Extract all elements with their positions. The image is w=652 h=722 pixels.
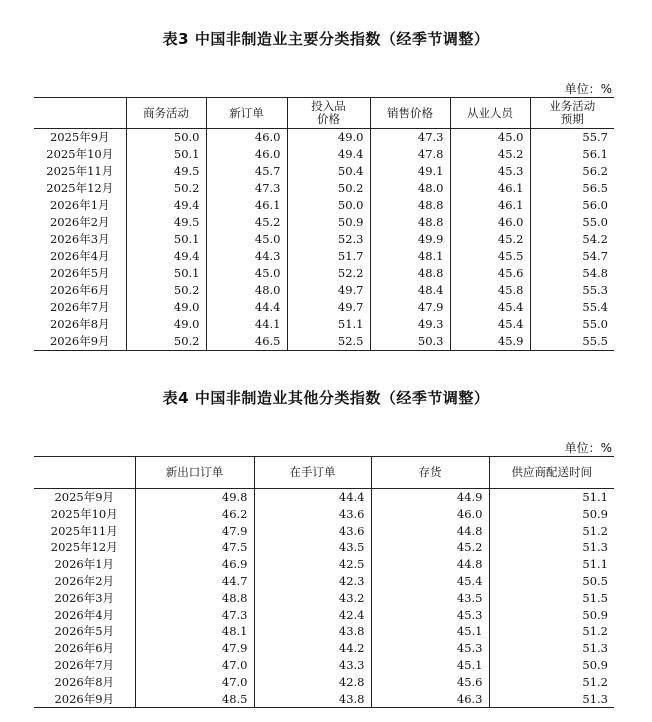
table4-row — [34, 657, 614, 674]
table4-row-label: 2025年11月 — [50, 523, 118, 538]
table3-cell: 50.0 — [287, 197, 370, 214]
table3-cell: 50.3 — [370, 333, 450, 351]
table3-row — [34, 316, 614, 333]
table3-cell: 45.2 — [450, 231, 530, 248]
table3-cell: 54.8 — [530, 265, 614, 282]
table3-row-label: 2025年11月 — [46, 164, 114, 178]
table3-cell: 45.8 — [450, 282, 530, 299]
table3-cell: 51.7 — [287, 248, 370, 265]
table3-cell: 47.8 — [370, 146, 450, 163]
table4-cell: 51.1 — [489, 489, 614, 506]
table4-cell: 47.0 — [135, 657, 254, 674]
table4-cell: 45.2 — [371, 539, 489, 556]
table4-cell: 43.6 — [254, 523, 371, 540]
table3-row-label: 2026年5月 — [49, 266, 110, 280]
table4-cell: 44.9 — [371, 489, 489, 506]
table3-cell: 47.3 — [370, 129, 450, 147]
table3-cell: 50.1 — [126, 146, 206, 163]
table4-cell: 44.7 — [135, 573, 254, 590]
table4-cell: 43.8 — [254, 623, 371, 640]
table3-cell: 49.1 — [370, 163, 450, 180]
table4-cell: 45.6 — [371, 674, 489, 691]
table4-row-label: 2025年10月 — [50, 506, 118, 521]
table4-cell: 43.8 — [254, 691, 371, 708]
table4-cell: 50.9 — [489, 506, 614, 523]
table4-cell: 47.5 — [135, 539, 254, 556]
table4-cell: 47.3 — [135, 607, 254, 624]
table3-row-label: 2026年7月 — [49, 300, 110, 314]
table3-row — [34, 180, 614, 197]
table4-unit: 单位：% — [564, 441, 612, 455]
table4-row-label: 2026年9月 — [34, 691, 135, 708]
table3-cell: 50.9 — [287, 214, 370, 231]
table3-column-header: 从业人员 — [450, 98, 530, 129]
table4-cell: 50.9 — [489, 607, 614, 624]
table3-cell: 50.2 — [287, 180, 370, 197]
table4-row — [34, 640, 614, 657]
table4-row-label: 2026年3月 — [54, 590, 115, 605]
table3-cell: 50.4 — [287, 163, 370, 180]
table3-cell: 50.1 — [126, 231, 206, 248]
table4-row — [34, 691, 614, 708]
table3-cell: 48.0 — [370, 180, 450, 197]
table4-cell: 50.5 — [489, 573, 614, 590]
table3-cell: 56.2 — [530, 163, 614, 180]
table4-row-label: 2026年2月 — [54, 573, 115, 588]
table3-cell: 49.4 — [126, 248, 206, 265]
table4-column-header: 在手订单 — [254, 457, 371, 489]
table3-cell: 46.1 — [206, 197, 287, 214]
table4-cell: 43.5 — [254, 539, 371, 556]
table3-cell: 45.2 — [450, 146, 530, 163]
table3-cell: 55.3 — [530, 282, 614, 299]
table3-cell: 48.8 — [370, 214, 450, 231]
table4-cell: 45.4 — [371, 573, 489, 590]
table4-row — [34, 623, 614, 640]
table3-row-label: 2026年9月 — [34, 333, 126, 351]
table4-row-label: 2026年4月 — [54, 607, 115, 622]
table4-cell: 46.2 — [135, 506, 254, 523]
table3-cell: 50.2 — [126, 180, 206, 197]
table3-cell: 49.3 — [370, 316, 450, 333]
table3-cell: 47.3 — [206, 180, 287, 197]
table3-row-label: 2026年8月 — [49, 317, 110, 331]
table3-cell: 49.4 — [126, 197, 206, 214]
table3-cell: 47.9 — [370, 299, 450, 316]
table4-cell: 51.3 — [489, 640, 614, 657]
table4-cell: 45.3 — [371, 607, 489, 624]
table3-row-label: 2025年10月 — [46, 147, 114, 161]
table4-cell: 43.6 — [254, 506, 371, 523]
table3-cell: 49.0 — [287, 129, 370, 147]
table3-column-header: 投入品 价格 — [287, 98, 370, 129]
table3-cell: 52.2 — [287, 265, 370, 282]
table4-cell: 44.2 — [254, 640, 371, 657]
table4-cell: 44.8 — [371, 523, 489, 540]
table4-row-label: 2025年9月 — [54, 490, 115, 504]
table3-column-header — [34, 98, 126, 129]
table4-row-label: 2026年8月 — [54, 674, 115, 689]
table3-cell: 52.5 — [287, 333, 370, 351]
table3-row — [34, 265, 614, 282]
table3-row — [34, 333, 614, 351]
table3-cell: 46.0 — [450, 214, 530, 231]
table4-column-header: 存货 — [371, 457, 489, 489]
table4-cell: 49.8 — [135, 489, 254, 506]
table4-cell: 51.3 — [489, 539, 614, 556]
table4-row-label: 2026年6月 — [54, 641, 115, 656]
table4-row — [34, 539, 614, 556]
table3-cell: 48.8 — [370, 197, 450, 214]
table3-cell: 54.7 — [530, 248, 614, 265]
table3-row-label: 2026年1月 — [49, 198, 110, 212]
table4-row-label: 2026年1月 — [54, 557, 115, 572]
table4-cell: 42.3 — [254, 573, 371, 590]
table3-cell: 45.6 — [450, 265, 530, 282]
table4-cell: 47.9 — [135, 640, 254, 657]
table4-cell: 48.8 — [135, 590, 254, 607]
table4-cell: 44.8 — [371, 556, 489, 573]
table3-cell: 45.7 — [206, 163, 287, 180]
table3-row — [34, 163, 614, 180]
table3-cell: 44.1 — [206, 316, 287, 333]
table4-column-header: 供应商配送时间 — [489, 457, 614, 489]
table3-cell: 48.8 — [370, 265, 450, 282]
table3-cell: 49.5 — [126, 214, 206, 231]
table3-cell: 55.0 — [530, 316, 614, 333]
table3-row — [34, 231, 614, 248]
table3-cell: 45.4 — [450, 299, 530, 316]
table4-cell: 48.5 — [135, 691, 254, 708]
table4-cell: 47.9 — [135, 523, 254, 540]
table3-cell: 46.0 — [206, 146, 287, 163]
table4-cell: 44.4 — [254, 489, 371, 506]
table3-cell: 46.1 — [450, 180, 530, 197]
table3-row-label: 2026年3月 — [49, 232, 110, 246]
table3-cell: 48.0 — [206, 282, 287, 299]
table4-cell: 42.4 — [254, 607, 371, 624]
table3-cell: 49.7 — [287, 282, 370, 299]
table3-cell: 55.7 — [530, 129, 614, 147]
table3-column-header: 销售价格 — [370, 98, 450, 129]
table4-cell: 45.1 — [371, 623, 489, 640]
table3-cell: 54.2 — [530, 231, 614, 248]
table3-cell: 49.5 — [126, 163, 206, 180]
table3-cell: 45.3 — [450, 163, 530, 180]
table4-row — [34, 523, 614, 540]
table3-row-label: 2025年9月 — [49, 130, 110, 144]
table4-cell: 43.2 — [254, 590, 371, 607]
table3-column-header: 业务活动 预期 — [530, 98, 614, 129]
table3-cell: 50.2 — [126, 333, 206, 351]
table3-cell: 56.5 — [530, 180, 614, 197]
table4-cell: 51.2 — [489, 523, 614, 540]
table4-row — [34, 489, 614, 506]
table3-row — [34, 146, 614, 163]
table3-cell: 56.1 — [530, 146, 614, 163]
table4-cell: 51.1 — [489, 556, 614, 573]
table4-column-header — [34, 457, 135, 489]
table3-cell: 44.3 — [206, 248, 287, 265]
table3-cell: 55.4 — [530, 299, 614, 316]
table3-row — [34, 282, 614, 299]
table3-cell: 48.4 — [370, 282, 450, 299]
table4-column-header: 新出口订单 — [135, 457, 254, 489]
table4-cell: 46.0 — [371, 506, 489, 523]
table3-cell: 50.1 — [126, 265, 206, 282]
table3-cell: 45.9 — [450, 333, 530, 351]
table4-row — [34, 506, 614, 523]
table4 — [34, 456, 614, 708]
table3-cell: 45.2 — [206, 214, 287, 231]
table4-title: 表4 中国非制造业其他分类指数（经季节调整） — [162, 389, 490, 407]
table3-cell: 45.4 — [450, 316, 530, 333]
table3-cell: 50.2 — [126, 282, 206, 299]
table4-cell: 43.3 — [254, 657, 371, 674]
table3-row — [34, 214, 614, 231]
table3-cell: 49.7 — [287, 299, 370, 316]
table3-cell: 46.0 — [206, 129, 287, 147]
table4-cell: 42.8 — [254, 674, 371, 691]
table3-cell: 44.4 — [206, 299, 287, 316]
table4-row — [34, 590, 614, 607]
table3-cell: 52.3 — [287, 231, 370, 248]
table3-row-label: 2026年4月 — [49, 249, 110, 263]
table4-cell: 45.3 — [371, 640, 489, 657]
table3-cell: 46.5 — [206, 333, 287, 351]
table4-cell: 51.2 — [489, 623, 614, 640]
table4-cell: 43.5 — [371, 590, 489, 607]
table3-cell: 49.4 — [287, 146, 370, 163]
table3-row — [34, 129, 614, 147]
table3-cell: 45.5 — [450, 248, 530, 265]
table4-row-label: 2025年12月 — [50, 540, 118, 555]
table4-cell: 48.1 — [135, 623, 254, 640]
table3-cell: 55.5 — [530, 333, 614, 351]
table4-cell: 47.0 — [135, 674, 254, 691]
table4-row — [34, 607, 614, 624]
table3-title: 表3 中国非制造业主要分类指数（经季节调整） — [162, 30, 490, 48]
table4-cell: 46.3 — [371, 691, 489, 708]
table3-column-header: 新订单 — [206, 98, 287, 129]
table3-row-label: 2026年2月 — [49, 215, 110, 229]
table4-cell: 42.5 — [254, 556, 371, 573]
table4-cell: 46.9 — [135, 556, 254, 573]
table3-header-row — [34, 98, 614, 129]
table3-cell: 45.0 — [206, 231, 287, 248]
table3-cell: 46.1 — [450, 197, 530, 214]
table3-cell: 45.0 — [206, 265, 287, 282]
table4-cell: 45.1 — [371, 657, 489, 674]
table4-cell: 51.2 — [489, 674, 614, 691]
table4-row — [34, 573, 614, 590]
table4-row-label: 2026年5月 — [54, 624, 115, 639]
table4-row — [34, 556, 614, 573]
table3 — [34, 97, 614, 351]
table4-header-row — [34, 457, 614, 489]
table3-cell: 49.0 — [126, 299, 206, 316]
table3-unit: 单位：% — [564, 82, 612, 96]
table3-cell: 56.0 — [530, 197, 614, 214]
table4-cell: 50.9 — [489, 657, 614, 674]
table3-row-label: 2025年12月 — [46, 181, 114, 195]
table3-cell: 49.9 — [370, 231, 450, 248]
table3-row-label: 2026年6月 — [49, 283, 110, 297]
table3-cell: 48.1 — [370, 248, 450, 265]
table4-cell: 51.5 — [489, 590, 614, 607]
table4-cell: 51.3 — [489, 691, 614, 708]
table3-cell: 51.1 — [287, 316, 370, 333]
table3-row — [34, 197, 614, 214]
table3-row — [34, 248, 614, 265]
table3-cell: 55.0 — [530, 214, 614, 231]
table3-cell: 49.0 — [126, 316, 206, 333]
table3-cell: 50.0 — [126, 129, 206, 147]
table4-row — [34, 674, 614, 691]
table4-row-label: 2026年7月 — [54, 657, 115, 672]
table3-row — [34, 299, 614, 316]
table3-column-header: 商务活动 — [126, 98, 206, 129]
table3-cell: 45.0 — [450, 129, 530, 147]
